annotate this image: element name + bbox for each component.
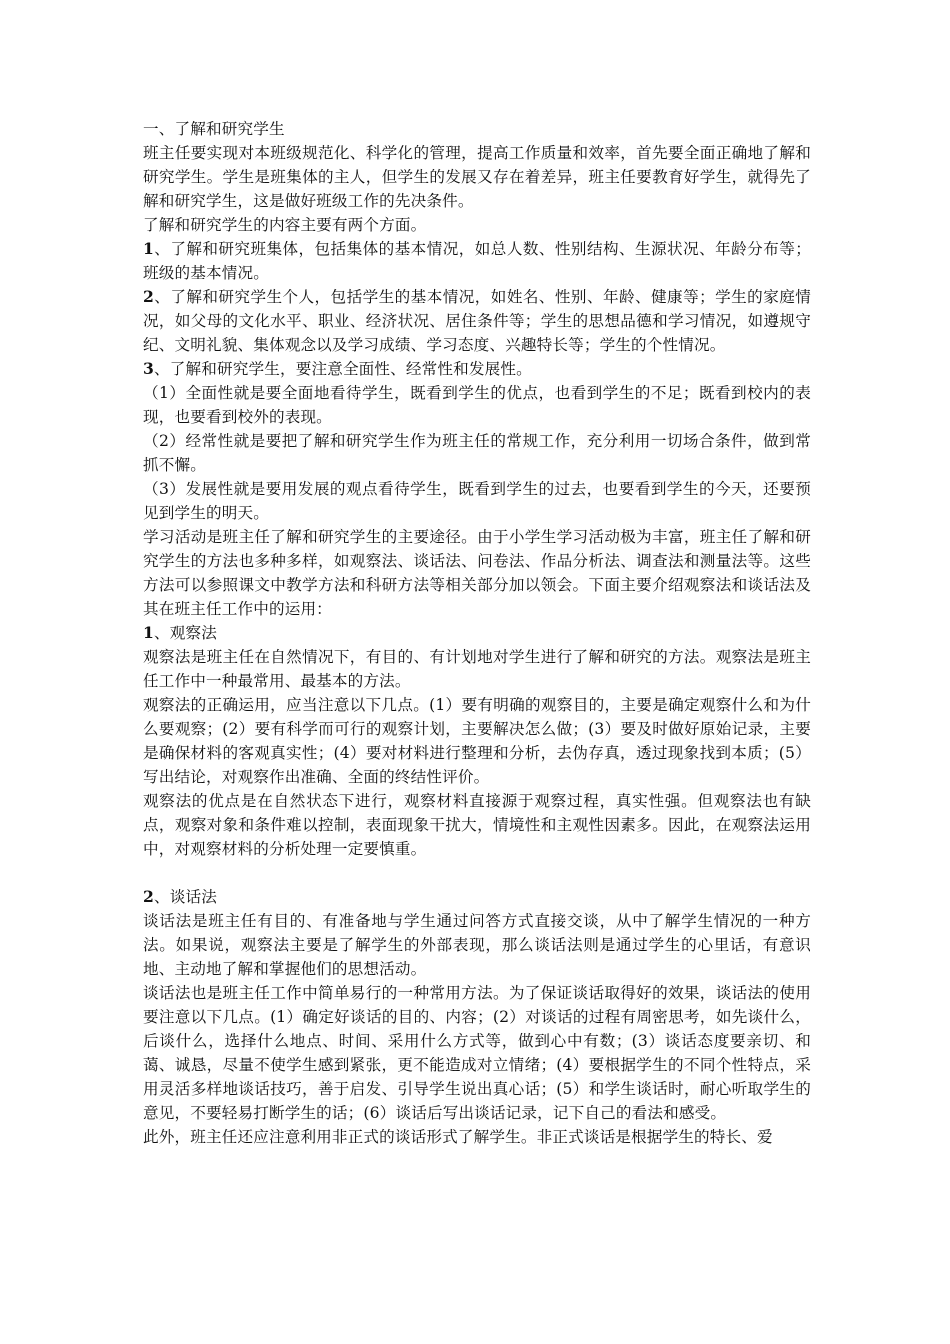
paragraph-observation-pros-cons: 观察法的优点是在自然状态下进行，观察材料直接源于观察过程，真实性强。但观察法也有缺点，观察对象和条件难以控制，表面现象干扰大，情境性和主观性因素多。因此，在观察法运用中，对观察材料的分析处理一定要慎重。 bbox=[143, 792, 811, 858]
paragraph-intro: 班主任要实现对本班级规范化、科学化的管理，提高工作质量和效率，首先要全面正确地了解和研究学生。学生是班集体的主人，但学生的发展又存在着差异，班主任要教育好学生，就得先了解和研究学生，这是做好班级工作的先决条件。 bbox=[143, 144, 811, 210]
subsection-heading-observation bbox=[143, 621, 811, 645]
list-number: 1 bbox=[143, 239, 155, 258]
paragraph-conversation-usage: 谈话法也是班主任工作中简单易行的一种常用方法。为了保证谈话取得好的效果，谈话法的使用要注意以下几点。(1）确定好谈话的目的、内容；(2）对谈话的过程有周密思考，如先谈什么，后谈什么，选择什么地点、时间、采用什么方式等，做到心中有数；(3）谈话态度要亲切、和蔼、诚恳，尽量不使学生感到紧张，更不能造成对立情绪；(4）要根据学生的不同个性特点，采用灵活多样地谈话技巧，善于启发、引导学生说出真心话；(5）和学生谈话时，耐心听取学生的意见，不要轻易打断学生的话；(6）谈话后写出谈话记录，记下自己的看法和感受。 bbox=[143, 984, 811, 1122]
sub-item-comprehensive: （1）全面性就是要全面地看待学生，既看到学生的优点，也看到学生的不足；既看到校内的表现，也要看到校外的表现。 bbox=[143, 384, 811, 426]
paragraph-observation-usage: 观察法的正确运用，应当注意以下几点。(1）要有明确的观察目的，主要是确定观察什么和为什么要观察；(2）要有科学而可行的观察计划，主要解决怎么做；(3）要及时做好原始记录，主要是确保材料的客观真实性；(4）要对材料进行整理和分析，去伪存真，透过现象找到本质；(5）写出结论，对观察作出准确、全面的终结性评价。 bbox=[143, 696, 811, 786]
paragraph-observation-definition: 观察法是班主任在自然情况下，有目的、有计划地对学生进行了解和研究的方法。观察法是班主任工作中一种最常用、最基本的方法。 bbox=[143, 648, 811, 690]
sub-item-developmental: （3）发展性就是要用发展的观点看待学生，既看到学生的过去，也要看到学生的今天，还要预见到学生的明天。 bbox=[143, 480, 811, 522]
list-item-principles bbox=[143, 357, 811, 381]
heading-number: 2 bbox=[143, 887, 155, 906]
list-number: 2 bbox=[143, 287, 155, 306]
list-number: 3 bbox=[143, 359, 155, 378]
heading-number: 1 bbox=[143, 623, 155, 642]
paragraph-conversation-definition: 谈话法是班主任有目的、有准备地与学生通过问答方式直接交谈，从中了解学生情况的一种方法。如果说，观察法主要是了解学生的外部表现，那么谈话法则是通过学生的心里话，有意识地、主动地了解和掌握他们的思想活动。 bbox=[143, 912, 811, 978]
blank-line bbox=[143, 861, 811, 885]
list-text: 、了解和研究学生，要注意全面性、经常性和发展性。 bbox=[154, 360, 532, 378]
heading-text: 、谈话法 bbox=[154, 888, 217, 906]
paragraph-content-aspects: 了解和研究学生的内容主要有两个方面。 bbox=[143, 216, 427, 234]
section-heading: 一、了解和研究学生 bbox=[143, 120, 285, 138]
subsection-heading-conversation bbox=[143, 885, 811, 909]
list-text: 、了解和研究学生个人，包括学生的基本情况，如姓名、性别、年龄、健康等；学生的家庭情况，如父母的文化水平、职业、经济状况、居住条件等；学生的思想品德和学习情况，如遵规守纪、文明礼貌、集体观念以及学习成绩、学习态度、兴趣特长等；学生的个性情况。 bbox=[143, 288, 811, 354]
paragraph-informal-conversation: 此外，班主任还应注意利用非正式的谈话形式了解学生。非正式谈话是根据学生的特长、爱 bbox=[143, 1128, 773, 1146]
heading-text: 、观察法 bbox=[154, 624, 217, 642]
paragraph-methods: 学习活动是班主任了解和研究学生的主要途径。由于小学生学习活动极为丰富，班主任了解和研究学生的方法也多种多样，如观察法、谈话法、问卷法、作品分析法、调查法和测量法等。这些方法可以参照课文中教学方法和科研方法等相关部分加以领会。下面主要介绍观察法和谈话法及其在班主任工作中的运用： bbox=[143, 528, 811, 618]
list-item-class-collective bbox=[143, 237, 811, 285]
document-page bbox=[143, 117, 811, 1149]
list-item-individual-student bbox=[143, 285, 811, 357]
sub-item-regular: （2）经常性就是要把了解和研究学生作为班主任的常规工作，充分利用一切场合条件，做到常抓不懈。 bbox=[143, 432, 811, 474]
list-text: 、了解和研究班集体，包括集体的基本情况，如总人数、性别结构、生源状况、年龄分布等；班级的基本情况。 bbox=[143, 240, 811, 282]
